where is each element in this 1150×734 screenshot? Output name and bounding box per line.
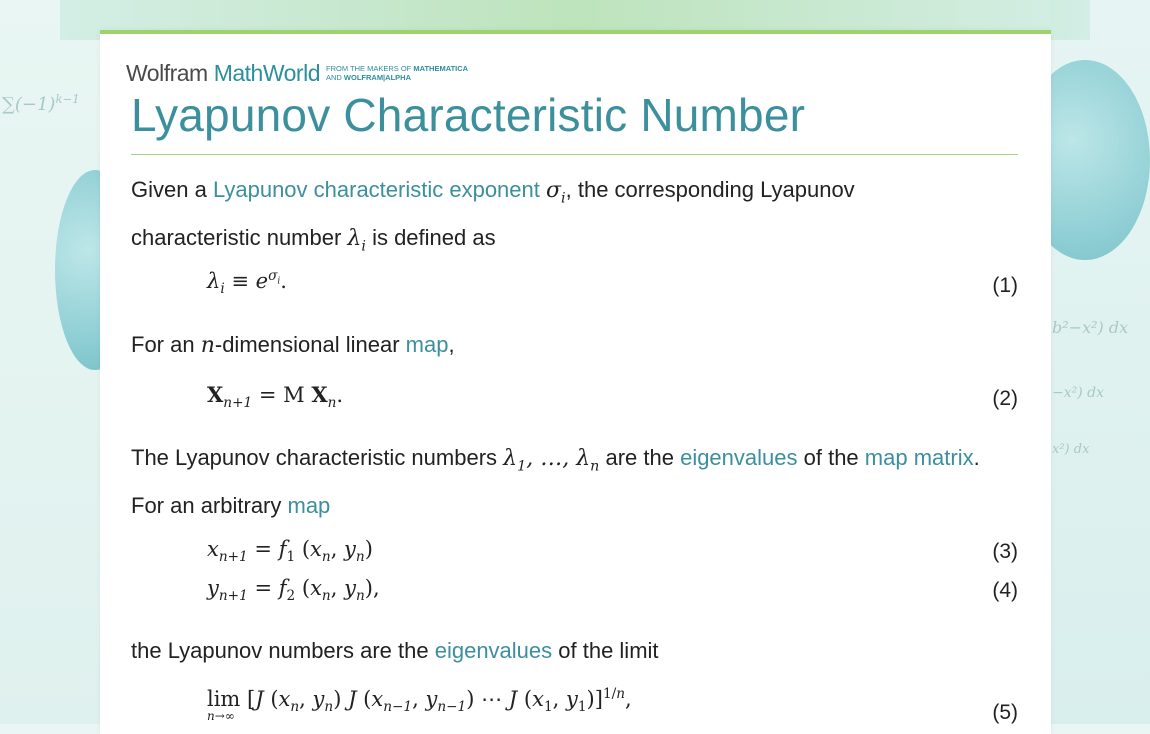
equation-5: lim [J ($x_n$, $y_n$) J ($x_{n-1}$, $y_{n-1}$) ⋯ J ($x_1$, $y_1)]^{1/n}$, n→∞	[207, 686, 632, 724]
equation-2: $X_{n+1} = M$ $X_n$.	[207, 382, 344, 412]
decorative-integral-formula-1: b²−x²) dx	[1052, 318, 1129, 337]
logo-wolfram-text: Wolfram	[126, 59, 208, 86]
mathworld-logo[interactable]	[126, 60, 468, 86]
article-card	[100, 30, 1051, 734]
math-n: n	[200, 333, 215, 358]
equation-4: $y_{n+1} = f_2$ ($x_n$, $y_n$),	[207, 576, 380, 605]
logo-mathworld-text: MathWorld	[213, 59, 320, 86]
equation-number-3: (3)	[992, 540, 1018, 563]
equation-number-4: (4)	[992, 579, 1018, 602]
title-divider	[131, 154, 1018, 155]
math-sigma-i: $\sigma_i$	[546, 178, 566, 207]
paragraph-intro: Given a Lyapunov characteristic exponent $\sigma_i$, the corresponding Lyapunov characteristic number $\lambda_i$ is defined as	[131, 177, 855, 255]
equation-1: $\lambda_i \equiv e^{\sigma_i}$.	[207, 268, 287, 298]
decorative-integral-formula-3: x²) dx	[1052, 442, 1090, 457]
equation-number-2: (2)	[992, 387, 1018, 410]
paragraph-linear-map: For an n-dimensional linear map,	[131, 332, 455, 358]
link-eigenvalues[interactable]: eigenvalues	[680, 445, 798, 470]
link-lyapunov-characteristic-exponent[interactable]: Lyapunov characteristic exponent	[212, 177, 540, 202]
equation-3: $x_{n+1} = f_1$ ($x_n$, $y_n$)	[207, 537, 373, 566]
logo-tagline: FROM THE MAKERS OF MATHEMATICA AND WOLFRAM|ALPHA	[325, 64, 469, 82]
math-lambda-1-to-n: $\lambda_1$, …, $\lambda_n$	[503, 446, 600, 475]
decorative-integral-formula-2: −x²) dx	[1052, 385, 1105, 401]
equation-number-5: (5)	[992, 701, 1018, 724]
decorative-sum-formula: $\sum(-1)^{k-1}$	[2, 92, 80, 115]
math-lambda-i: $\lambda_i$	[347, 226, 366, 255]
link-map-matrix[interactable]: map matrix	[864, 445, 974, 470]
page-title: Lyapunov Characteristic Number	[131, 89, 806, 141]
link-arbitrary-map[interactable]: map	[287, 493, 331, 519]
equation-number-1: (1)	[992, 274, 1018, 297]
paragraph-limit: the Lyapunov numbers are the eigenvalues of the limit	[131, 638, 659, 663]
link-eigenvalues-limit[interactable]: eigenvalues	[434, 638, 553, 663]
paragraph-eigenvalues: The Lyapunov characteristic numbers $\lambda_1$, …, $\lambda_n$ are the eigenvalues of the map matrix. For an arbitrary map	[131, 445, 980, 519]
link-map[interactable]: map	[405, 332, 449, 357]
